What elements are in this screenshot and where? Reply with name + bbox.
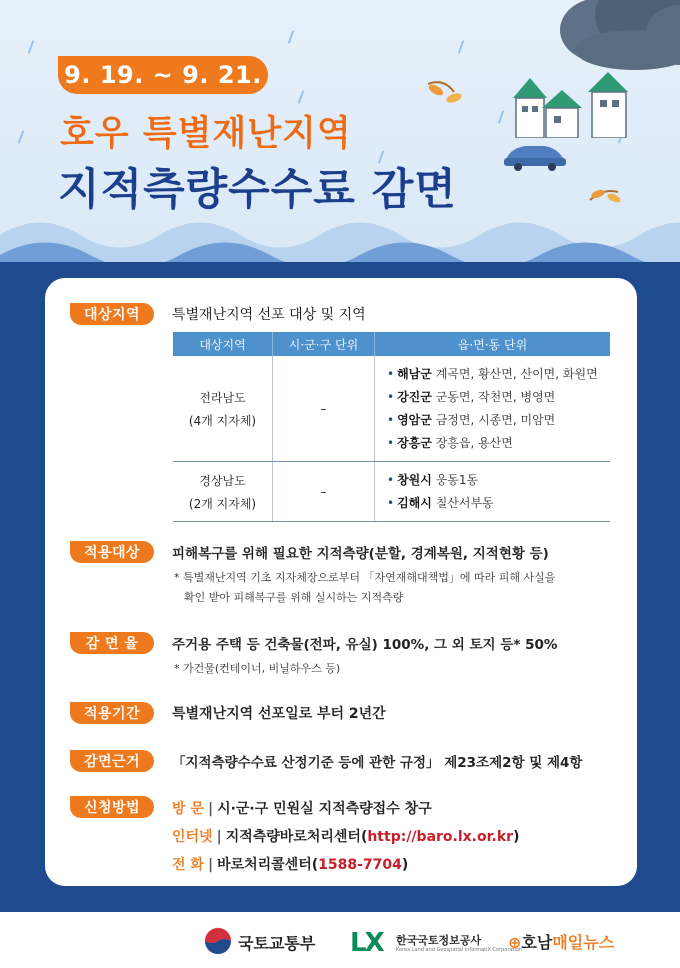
lx-logo: LX	[350, 928, 383, 958]
target-region-text: 특별재난지역 선포 대상 및 지역	[172, 307, 366, 323]
apply-phone-number: 1588-7704	[318, 857, 402, 873]
flooded-houses-icon	[508, 68, 638, 138]
label-apply-method: 신청방법	[70, 796, 154, 818]
sigungu-cell: –	[273, 356, 375, 461]
lx-logo-text: 한국국토정보공사	[396, 934, 482, 947]
applicable-target-text: 피해복구를 위해 필요한 지적측량(분할, 경계복원, 지적현황 등)	[172, 546, 549, 562]
list-item: • 장흥군 장흥읍, 용산면	[387, 435, 513, 450]
label-target-region: 대상지역	[70, 303, 154, 325]
date-badge: 9. 19. ~ 9. 21.	[58, 56, 268, 94]
label-reduction-rate: 감 면 율	[70, 632, 154, 654]
table-header-cell: 읍·면·동 단위	[457, 337, 528, 352]
table-row	[173, 356, 610, 462]
apply-row-internet: 인터넷 | 지적측량바로처리센터(http://baro.lx.or.kr)	[172, 829, 520, 845]
table-row	[173, 462, 610, 522]
label-period: 적용기간	[70, 702, 154, 724]
table-header	[173, 332, 610, 356]
title-line-1: 호우 특별재난지역	[60, 114, 352, 154]
list-item: • 영암군 금정면, 시종면, 미암면	[387, 412, 556, 427]
table-header-cell: 시·군·구 단위	[273, 332, 375, 356]
apply-url-link[interactable]: http://baro.lx.or.kr	[367, 829, 514, 845]
apply-row-visit: 방 문 | 시·군·구 민원실 지적측량접수 창구	[172, 801, 432, 817]
list-item: • 해남군 계곡면, 황산면, 산이면, 화원면	[387, 366, 598, 381]
list-item: • 창원시 웅동1동	[387, 472, 479, 487]
reduction-rate-text: 주거용 주택 등 건축물(전파, 유실) 100%, 그 외 토지 등* 50%	[172, 637, 558, 653]
news-logo: ⊕호남매일뉴스	[508, 933, 615, 952]
government-emblem-icon	[204, 927, 232, 955]
floating-car-icon	[500, 140, 570, 172]
reduction-rate-note: * 가건물(컨테이너, 비닐하우스 등)	[174, 662, 341, 675]
table-header-cell: 대상지역	[173, 332, 273, 356]
news-logo-icon: ⊕	[508, 933, 522, 952]
region-name: 전라남도	[199, 390, 246, 405]
apply-row-phone: 전 화 | 바로처리콜센터(1588-7704)	[172, 857, 409, 873]
label-basis: 감면근거	[70, 750, 154, 772]
region-table	[173, 332, 610, 522]
lx-logo-subtext: Korea Land and Geospatial InformatiX Corporation	[396, 947, 523, 953]
blowing-leaf-icon	[424, 76, 468, 106]
region-sub: (4개 지자체)	[188, 413, 257, 428]
applicable-target-note: * 특별재난지역 기초 지자체장으로부터 「자연재해대책법」에 따라 피해 사실을	[174, 571, 556, 584]
region-sub: (2개 지자체)	[188, 496, 257, 511]
eupmyeon-cell	[375, 462, 610, 521]
list-item: • 강진군 군동면, 작천면, 병영면	[387, 389, 556, 404]
basis-text: 「지적측량수수료 산정기준 등에 관한 규정」 제23조제2항 및 제4항	[172, 755, 583, 771]
title-line-2: 지적측량수수료 감면	[58, 165, 457, 215]
label-applicable-target: 적용대상	[70, 541, 154, 563]
gov-logo-text: 국토교통부	[238, 934, 316, 953]
applicable-target-note: 확인 받아 피해복구를 위해 실시하는 지적측량	[184, 591, 404, 604]
period-text: 특별재난지역 선포일로 부터 2년간	[172, 706, 386, 722]
region-name: 경상남도	[199, 473, 246, 488]
eupmyeon-cell	[375, 356, 610, 461]
list-item: • 김해시 칠산서부동	[387, 495, 494, 510]
sigungu-cell: –	[273, 462, 375, 521]
